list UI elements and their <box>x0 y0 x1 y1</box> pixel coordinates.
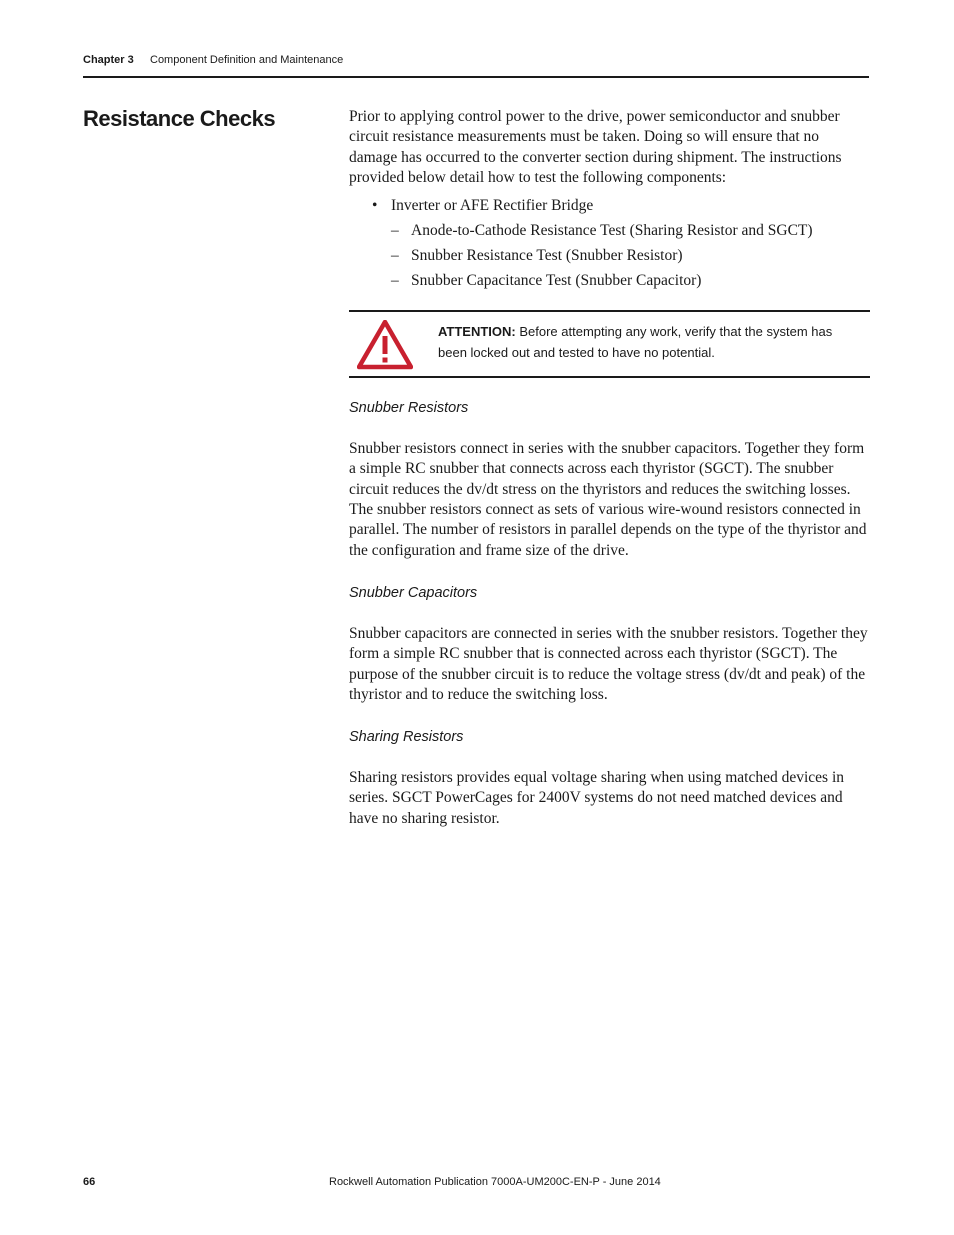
subheading-snubber-capacitors: Snubber Capacitors <box>349 584 478 601</box>
main-content <box>349 107 870 829</box>
page-number: 66 <box>83 1176 96 1188</box>
attention-label: ATTENTION: <box>438 324 516 340</box>
paragraph-snubber-resistors: Snubber resistors connect in series with the snubber capacitors. Together they form a simple RC snubber that connects across each thyristor (SGCT). The snubber circuit reduces the dv/dt stress on the thyristors and reduces the switching losses. The snubber resistors connect as sets of various wire-wound resistors connected in parallel. The number of resistors in parallel depends on the type of the thyristor and the configuration and frame size of the drive. <box>349 440 867 559</box>
list-item: – Snubber Resistance Test (Snubber Resistor) <box>349 243 870 268</box>
component-list <box>349 193 870 293</box>
list-item: – Snubber Capacitance Test (Snubber Capacitor) <box>349 268 870 293</box>
paragraph-snubber-capacitors: Snubber capacitors are connected in series with the snubber resistors. Together they form a simple RC snubber that is connected across each thyristor (SGCT). The purpose of the snubber circuit is to reduce the voltage stress (dv/dt and peak) of the thyristor and to reduce the switching loss. <box>349 624 868 703</box>
subheading-sharing-resistors: Sharing Resistors <box>349 729 464 746</box>
section-title: Resistance Checks <box>83 106 276 131</box>
page-header <box>83 52 869 78</box>
attention-message: Before attempting any work, verify that the system has been locked out and tested to have no potential. <box>438 324 833 361</box>
chapter-title: Component Definition and Maintenance <box>150 54 344 66</box>
attention-text <box>438 321 858 363</box>
list-item: • Inverter or AFE Rectifier Bridge <box>349 193 870 218</box>
list-item: – Anode-to-Cathode Resistance Test (Sharing Resistor and SGCT) <box>349 218 870 243</box>
attention-box <box>349 310 870 378</box>
chapter-label: Chapter 3 <box>83 54 134 66</box>
subheading-snubber-resistors: Snubber Resistors <box>349 400 469 417</box>
publication-info: Rockwell Automation Publication 7000A-UM200C-EN-P - June 2014 <box>329 1176 661 1188</box>
warning-triangle-icon <box>357 320 413 370</box>
paragraph-sharing-resistors: Sharing resistors provides equal voltage sharing when using matched devices in series. SGCT PowerCages for 2400V systems do not need matched devices and have no sharing resistor. <box>349 769 845 827</box>
intro-paragraph: Prior to applying control power to the drive, power semiconductor and snubber circuit resistance measurements must be taken. Doing so will ensure that no damage has occurred to the converter section during shipment. The instructions provided below detail how to test the following components: <box>349 108 842 186</box>
